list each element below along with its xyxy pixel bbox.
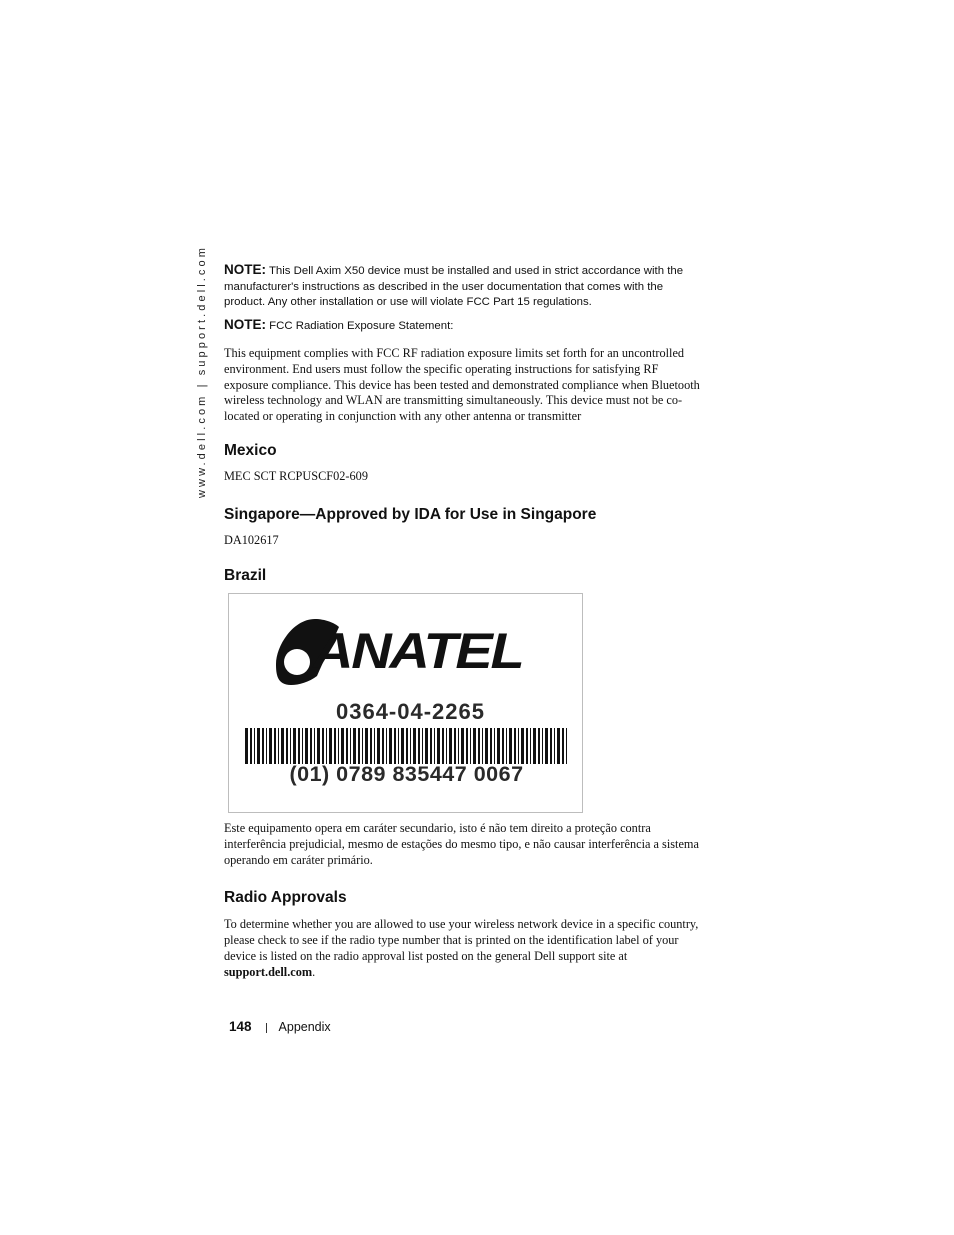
note-label: NOTE:: [224, 316, 266, 332]
certificate-number: 0364-04-2265: [335, 699, 485, 725]
anatel-label-image: [228, 593, 583, 813]
radio-text-end: .: [312, 964, 316, 979]
section-radio-approvals: [224, 888, 702, 980]
footer-divider: [266, 1023, 267, 1033]
section-heading: Brazil: [224, 567, 267, 585]
note-text: FCC Radiation Exposure Statement:: [269, 319, 454, 332]
barcode-number: (01) 0789 835447 0067: [289, 762, 524, 787]
section-brazil: [224, 566, 702, 868]
barcode: [245, 728, 567, 764]
section-heading: Mexico: [224, 441, 277, 459]
note-text: This Dell Axim X50 device must be installed and used in strict accordance with the manufacturer's instructions as described in the user documentation that comes with the product. Any other installation or use will violate FCC Part 15 regulations.: [224, 265, 684, 309]
page-number: 148: [229, 1019, 252, 1034]
mexico-text: MEC SCT RCPUSCF02-609: [224, 468, 368, 483]
radio-text: [224, 917, 702, 980]
notes: [224, 262, 702, 334]
brazil-text: Este equipamento opera em caráter secundario, isto é não tem direito a proteção contra interferência prejudicial, mesmo de estações do mesmo tipo, e não causar interferência a sistema operando em caráter primário.: [224, 821, 699, 867]
section-heading: Radio Approvals: [224, 889, 347, 907]
footer-section: Appendix: [278, 1020, 331, 1034]
fcc-paragraph: This equipment complies with FCC RF radiation exposure limits set forth for an uncontrolled environment. End users must follow the specific operating instructions for satisfying RF exposure compliance. This device has been tested and demonstrated compliance when Bluetooth wireless technology and WLAN are transmitting simultaneously. This device must not be co-located or operating in conjunction with any other antenna or transmitter: [224, 346, 700, 424]
section-singapore: [224, 505, 702, 549]
note-label: NOTE:: [224, 262, 266, 277]
section-heading: Singapore—Approved by IDA for Use in Singapore: [224, 505, 597, 523]
page-footer: [229, 1019, 331, 1034]
note-fcc-radiation: [224, 317, 702, 335]
anatel-logo-text: ANATEL: [313, 623, 523, 680]
support-link[interactable]: support.dell.com: [224, 964, 313, 979]
side-url: www.dell.com | support.dell.com: [196, 244, 208, 498]
singapore-text: DA102617: [224, 532, 279, 547]
note-fcc-part15: [224, 262, 702, 311]
radio-text-body: To determine whether you are allowed to use your wireless network device in a specific country, please check to see if the radio type number that is printed on the identification label of your device is listed on the radio approval list posted on the general Dell support site at: [224, 917, 699, 963]
section-mexico: [224, 441, 702, 485]
page-content: [224, 262, 702, 980]
